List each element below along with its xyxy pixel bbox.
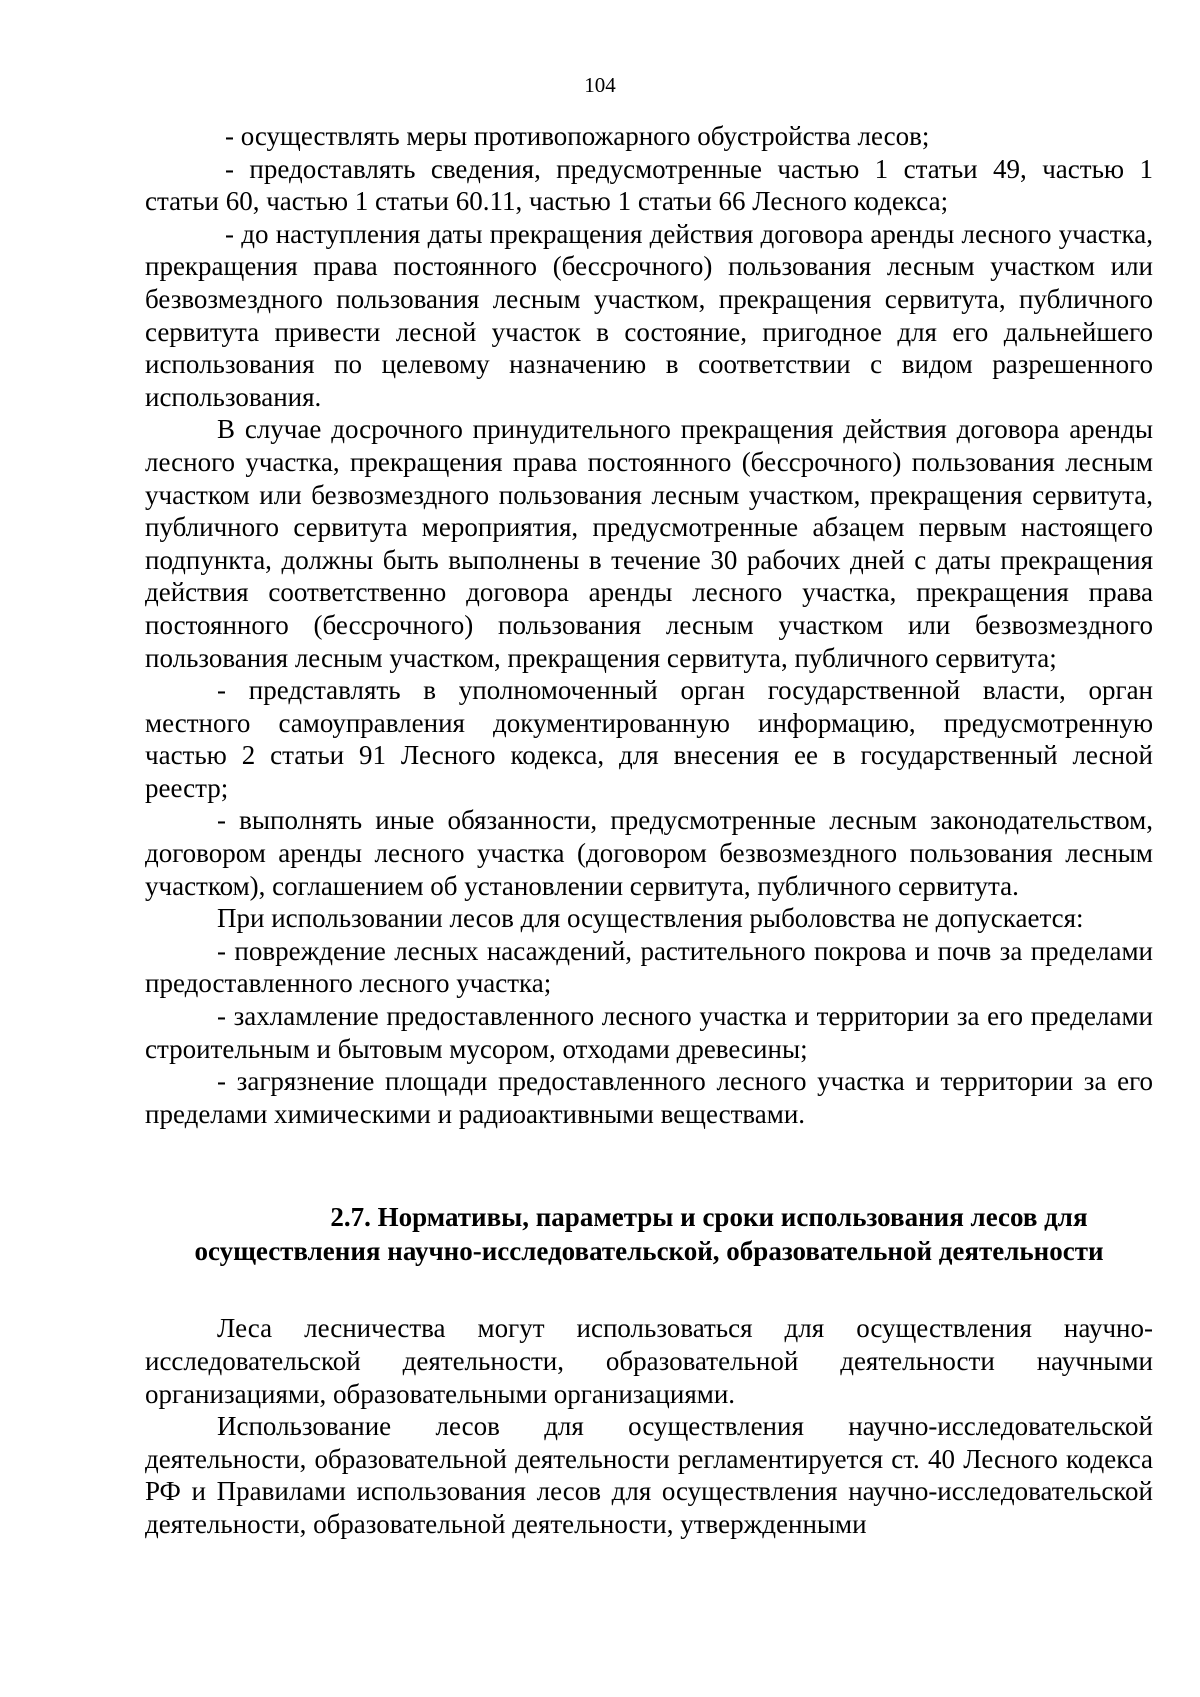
paragraph-pollution: - загрязнение площади предоставленного лесного участка и территории за его пределами химическими и радиоактивными веществами. [145,1066,1153,1129]
paragraph-forest-use-research: Леса лесничества могут использоваться для осуществления научно-исследовательской деятельности, образовательной деятельности научными организациями, образовательными организациями. [145,1313,1153,1409]
paragraph-restore-plot: - до наступления даты прекращения действия договора аренды лесного участка, прекращения права постоянного (бессрочного) пользования лесным участком или безвозмездного пользования лесным участком, прекращения сервитута, публичного сервитута привести лесной участок в состояние, пригодное для его дальнейшего использования по целевому назначению в соответствии с видом разрешенного использования. [145,218,1153,412]
paragraph-damage: - повреждение лесных насаждений, растительного покрова и почв за пределами предоставленного лесного участка; [145,935,1153,999]
paragraph-fishing-restrictions: При использовании лесов для осуществления рыболовства не допускается: [217,903,1084,934]
paragraph-submit-to-registry: - представлять в уполномоченный орган государственной власти, орган местного самоуправления документированную информацию, предусмотренную частью 2 статьи 91 Лесного кодекса, для внесения ее в государственный лесной реестр; [145,675,1153,803]
page-number: 104 [584,73,616,97]
paragraph-provide-info: - предоставлять сведения, предусмотренные частью 1 статьи 49, частью 1 статьи 60, частью 1 статьи 60.11, частью 1 статьи 66 Лесного кодекса; [145,153,1153,217]
paragraph-littering: - захламление предоставленного лесного участка и территории за его пределами строительным и бытовым мусором, отходами древесины; [145,1001,1153,1064]
page-body [145,120,1153,1541]
paragraph-fire-safety: - осуществлять меры противопожарного обустройства лесов; [225,121,930,151]
paragraph-regulation: Использование лесов для осуществления научно-исследовательской деятельности, образовательной деятельности регламентируется ст. 40 Лесного кодекса РФ и Правилами использования лесов для осуществления научно-исследовательской деятельности, образовательной деятельности, утвержденными [145,1411,1153,1539]
section-heading [145,1200,1153,1268]
section-heading-line-1: 2.7. Нормативы, параметры и сроки использования лесов для [330,1202,1088,1233]
paragraph-early-termination: В случае досрочного принудительного прекращения действия договора аренды лесного участка, прекращения права постоянного (бессрочного) пользования лесным участком или безвозмездного пользования лесным участком, прекращения сервитута, публичного сервитута мероприятия, предусмотренные абзацем первым настоящего подпункта, должны быть выполнены в течение 30 рабочих дней с даты прекращения действия соответственно договора аренды лесного участка, прекращения права постоянного (бессрочного) пользования лесным участком или безвозмездного пользования лесным участком, прекращения сервитута, публичного сервитута; [145,414,1153,673]
section-heading-line-2: осуществления научно-исследовательской, образовательной деятельности [194,1236,1104,1267]
paragraph-other-duties: - выполнять иные обязанности, предусмотренные лесным законодательством, договором аренды лесного участка (договором безвозмездного пользования лесным участком), соглашением об установлении сервитута, публичного сервитута. [145,805,1153,901]
